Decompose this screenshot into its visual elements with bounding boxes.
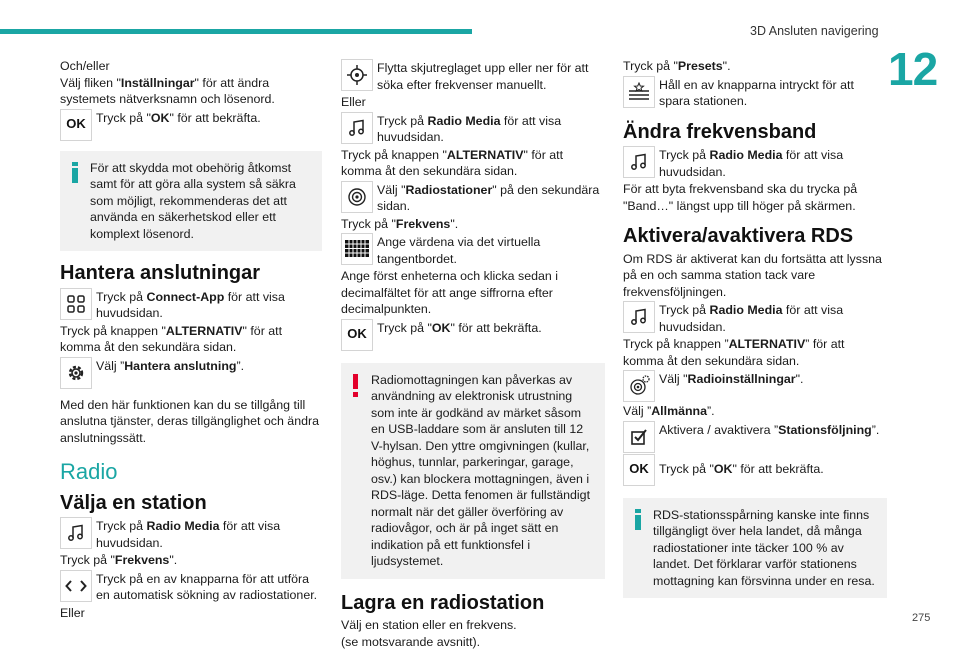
step-radio-stations: [341, 181, 605, 215]
preset-star-icon: [623, 76, 655, 108]
step-save-preset: [623, 76, 887, 110]
music-note-icon: [341, 112, 373, 144]
paragraph: Och/eller: [60, 58, 322, 75]
info-note: [60, 151, 322, 252]
radio-station-icon: [341, 181, 373, 213]
step-connect-app: [60, 288, 322, 322]
ok-button-icon: OK: [341, 319, 373, 351]
step-virtual-keyboard: [341, 233, 605, 267]
step-radio-media: [60, 517, 322, 551]
music-note-icon: [60, 517, 92, 549]
ok-button-icon: OK: [60, 109, 92, 141]
step-ok-confirm: [623, 454, 887, 486]
info-icon: [631, 507, 645, 590]
info-text: RDS-stationsspårning kanske inte finns tillgängligt över hela landet, då många radiostationer inte täcker 100 % av landet. Det förklarar varför stationens mottagning kan försvinna under en resa.: [653, 507, 879, 590]
radio-settings-icon: [623, 370, 655, 402]
step-toggle-following: [623, 421, 887, 453]
target-crosshair-icon: [341, 59, 373, 91]
apps-grid-icon: [60, 288, 92, 320]
warning-icon: [349, 372, 363, 570]
paragraph: Tryck på "Frekvens".: [60, 552, 322, 569]
paragraph: Med den här funktionen kan du se tillgång till anslutna tjänster, deras tillgänglighet och ändra anslutningssätt.: [60, 397, 322, 447]
chevron-left-right-icon: [60, 570, 92, 602]
step-text: Välj "Radioinställningar".: [659, 370, 887, 388]
step-text: Tryck på "OK" för att bekräfta.: [377, 319, 605, 337]
paragraph: För att byta frekvensband ska du trycka på "Band…" längst upp till höger på skärmen.: [623, 181, 887, 214]
heading-radio: Radio: [60, 464, 322, 481]
checkbox-checked-icon: [623, 421, 655, 453]
step-auto-search: [60, 570, 322, 604]
step-radio-settings: [623, 370, 887, 402]
paragraph: Om RDS är aktiverat kan du fortsätta att lyssna på en och samma station tack vare frekvensföljningen.: [623, 251, 887, 301]
step-radio-media: [341, 112, 605, 146]
chapter-number: 12: [888, 42, 937, 96]
paragraph: Välj fliken "Inställningar" för att ändra systemets nätverksnamn och lösenord.: [60, 75, 322, 108]
step-ok-confirm: [341, 319, 605, 351]
section-title: 3D Ansluten navigering: [750, 24, 879, 38]
warning-note: [341, 363, 605, 579]
step-text: Håll en av knapparna intryckt för att spara stationen.: [659, 76, 887, 110]
heading-change-band: Ändra frekvensband: [623, 124, 887, 141]
step-ok-confirm: [60, 109, 322, 141]
paragraph: Välj en station eller en frekvens.: [341, 617, 605, 634]
heading-choose-station: Välja en station: [60, 495, 322, 512]
paragraph: Välj ”Allmänna”.: [623, 403, 887, 420]
warning-text: Radiomottagningen kan påverkas av användning av elektronisk utrustning som inte är godkänd av märket såsom en USB-laddare som är ansluten till 12 V-hylsan. Den yttre omgivningen (kullar, höghus, tunnlar, parkeringar, garage, osv.) kan blockera mottagningen, även i RDS-läge. Detta fenomen är fullständigt normalt när det gäller överföring av radiovågor, och är på inget sätt en indikation på ett funktionsfel i ljudsystemet.: [371, 372, 597, 570]
step-text: Tryck på "OK" för att bekräfta.: [96, 109, 322, 127]
step-radio-media: [623, 146, 887, 180]
music-note-icon: [623, 301, 655, 333]
step-text: Tryck på Radio Media för att visa huvudsidan.: [659, 301, 887, 335]
step-text: Flytta skjutreglaget upp eller ner för att söka efter frekvenser manuellt.: [377, 59, 605, 93]
step-text: Välj "Radiostationer" på den sekundära sidan.: [377, 181, 605, 215]
step-text: Välj ”Hantera anslutning”.: [96, 357, 322, 375]
column-3: [623, 58, 887, 602]
heading-manage-connections: Hantera anslutningar: [60, 265, 322, 282]
step-text: Tryck på Radio Media för att visa huvudsidan.: [96, 517, 322, 551]
step-text: Tryck på Connect-App för att visa huvudsidan.: [96, 288, 322, 322]
paragraph: Tryck på "Frekvens".: [341, 216, 605, 233]
heading-store-station: Lagra en radiostation: [341, 595, 605, 612]
step-manual-slider: [341, 59, 605, 93]
paragraph: Tryck på knappen "ALTERNATIV" för att komma åt den sekundära sidan.: [60, 323, 322, 356]
step-radio-media: [623, 301, 887, 335]
info-note: [623, 498, 887, 599]
heading-rds: Aktivera/avaktivera RDS: [623, 228, 887, 245]
header-accent-bar: [0, 29, 472, 34]
keyboard-icon: [341, 233, 373, 265]
step-text: Tryck på Radio Media för att visa huvudsidan.: [377, 112, 605, 146]
ok-button-icon: OK: [623, 454, 655, 486]
step-text: Aktivera / avaktivera ”Stationsföljning”.: [659, 421, 887, 439]
paragraph: Tryck på knappen "ALTERNATIV" för att komma åt den sekundära sidan.: [341, 147, 605, 180]
gear-icon: [60, 357, 92, 389]
paragraph: Eller: [341, 94, 605, 111]
step-text: Ange värdena via det virtuella tangentbordet.: [377, 233, 605, 267]
music-note-icon: [623, 146, 655, 178]
paragraph: Tryck på knappen ”ALTERNATIV” för att komma åt den sekundära sidan.: [623, 336, 887, 369]
info-text: För att skydda mot obehörig åtkomst samt för att göra alla system så säkra som möjligt, rekommenderas det att använda en säkerhetskod eller ett komplext lösenord.: [90, 160, 314, 243]
info-icon: [68, 160, 82, 243]
paragraph: Tryck på "Presets".: [623, 58, 887, 75]
column-1: [60, 58, 322, 621]
paragraph: Eller: [60, 605, 322, 622]
step-text: Tryck på Radio Media för att visa huvudsidan.: [659, 146, 887, 180]
column-2: [341, 58, 605, 650]
step-text: Tryck på en av knapparna för att utföra en automatisk sökning av radiostationer.: [96, 570, 322, 604]
paragraph: (se motsvarande avsnitt).: [341, 634, 605, 650]
paragraph: Ange först enheterna och klicka sedan i decimalfältet för att ange siffrorna efter decimalpunkten.: [341, 268, 605, 318]
step-manage-connection: [60, 357, 322, 389]
step-text: Tryck på "OK" för att bekräfta.: [659, 454, 887, 478]
page-number: 275: [912, 612, 930, 624]
